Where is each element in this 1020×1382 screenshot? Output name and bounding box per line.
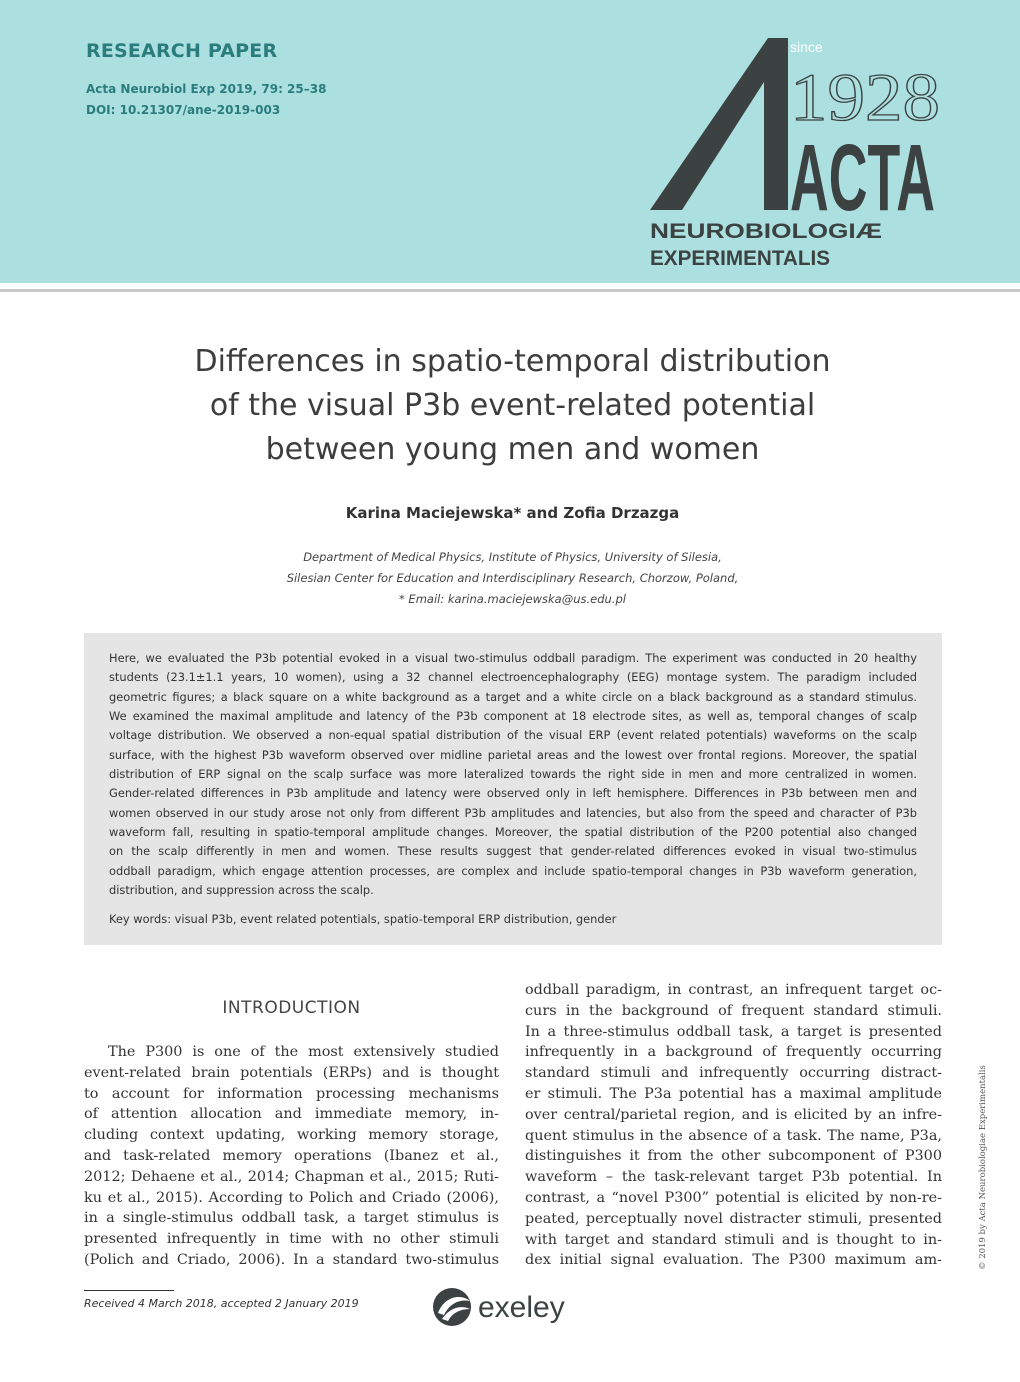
body-line: curs in the background of frequent standard stimuli. [525, 1002, 942, 1019]
footnote-divider [84, 1290, 174, 1291]
logo-year: 1928 [790, 59, 940, 135]
affiliation-line: Silesian Center for Education and Interdisciplinary Research, Chorzow, Poland, [286, 571, 739, 585]
body-line: distinguishes it from the other subcomponent of P300 [525, 1148, 942, 1165]
body-line: cluding context updating, working memory storage, [84, 1127, 499, 1144]
body-line: dex initial signal evaluation. The P300 maximum am- [525, 1252, 942, 1269]
body-line: and task-related memory operations (Ibanez et al., [84, 1147, 499, 1164]
abstract-line: voltage distribution. We observed a non-equal spatial distribution of the visual ERP (event related potentials) waveforms on the scalp [109, 728, 917, 743]
body-line: presented infrequently in time with no other stimuli [84, 1231, 499, 1248]
doi[interactable]: DOI: 10.21307/ane-2019-003 [86, 103, 281, 117]
logo-line2: EXPERIMENTALIS [650, 247, 830, 270]
title-line: between young men and women [265, 432, 760, 467]
body-line: event-related brain potentials (ERPs) and is thought [84, 1064, 499, 1081]
journal-logo [640, 30, 960, 275]
body-line: In a three-stimulus oddball task, a target is presented [525, 1023, 942, 1040]
logo-since: since [790, 39, 823, 55]
body-line: infrequently in a background of frequently occurring [525, 1044, 942, 1061]
body-line: to account for information processing mechanisms [84, 1085, 499, 1102]
received-date: Received 4 March 2018, accepted 2 January 2019 [84, 1297, 359, 1310]
title-line: Differences in spatio-temporal distribution [194, 344, 831, 379]
abstract-line: women observed in our study arose not only from different P3b amplitudes and latencies, but also from the speed and character of P3b [109, 805, 917, 820]
abstract-line: on the scalp differently in men and women. These results suggest that gender-related differences evoked in visual two-stimulus [109, 844, 917, 859]
keywords: Key words: visual P3b, event related potentials, spatio-temporal ERP distribution, gender [109, 912, 617, 926]
body-line: (Polich and Criado, 2006). In a standard two-stimulus [84, 1251, 499, 1268]
abstract-line: distribution of ERP signal on the scalp surface was more lateralized towards the right side in men and more centralized in women. [109, 767, 917, 782]
exeley-bird-icon [433, 1288, 471, 1326]
body-line: contrast, a “novel P300” potential is elicited by non-re- [525, 1189, 942, 1206]
body-line: The P300 is one of the most extensively studied [108, 1044, 499, 1060]
publisher-name: exeley [478, 1291, 565, 1324]
publisher-logo [430, 1283, 605, 1331]
affiliation-line: Department of Medical Physics, Institute of Physics, University of Silesia, [303, 550, 722, 564]
copyright-notice: © 2019 by Acta Neurobiologiae Experimentalis [978, 1065, 988, 1270]
body-line: 2012; Dehaene et al., 2014; Chapman et al., 2015; Ruti- [84, 1168, 499, 1185]
article-title [130, 340, 895, 472]
body-column-right [525, 980, 942, 1271]
body-line: in a single-stimulus oddball task, a target stimulus is [84, 1210, 499, 1227]
body-line: er stimuli. The P3a potential has a maximal amplitude [525, 1085, 942, 1102]
abstract-text [109, 649, 917, 900]
abstract-line: students (23.1±1.1 years, 10 women), using a 32 channel electroencephalography (EEG) montage system. The paradigm included [109, 670, 917, 685]
abstract-line: We examined the maximal amplitude and latency of the P3b component at 18 electrode sites, as well as, temporal changes of scalp [109, 709, 917, 724]
abstract-line: distribution, and suppression across the scalp. [109, 883, 374, 898]
header-divider [0, 289, 1020, 292]
journal-reference: Acta Neurobiol Exp 2019, 79: 25–38 [86, 82, 327, 96]
body-line: peated, perceptually novel distracter stimuli, presented [525, 1210, 942, 1227]
abstract-line: waveform fall, resulting in spatio-temporal amplitude changes. Moreover, the spatial distribution of the P200 potential also changed [109, 825, 917, 840]
abstract-line: geometric figures; a black square on a white background as a target and a white circle on a black background as a standard stimulus. [109, 689, 917, 704]
body-line: standard stimuli and infrequently occurring distract- [525, 1065, 942, 1082]
affiliation-email[interactable]: * Email: karina.maciejewska@us.edu.pl [399, 592, 626, 606]
body-column-left [84, 1042, 499, 1271]
logo-a-letterform [650, 38, 788, 210]
logo-line1: NEUROBIOLOGIÆ [650, 220, 882, 243]
body-line: oddball paradigm, in contrast, an infrequent target oc- [525, 982, 942, 998]
body-line: ku et al., 2015). According to Polich and Criado (2006), [84, 1189, 499, 1206]
abstract-line: surface, with the highest P3b waveform observed over midline parietal areas and the lowest over frontal regions. Moreover, the spatial [109, 747, 917, 762]
logo-mark: ACTA [790, 125, 935, 231]
affiliation [180, 547, 845, 610]
abstract-line: Gender-related differences in P3b amplitude and latency were observed only in left hemisphere. Differences in P3b between men and [109, 786, 917, 801]
authors: Karina Maciejewska* and Zofia Drzazga [345, 504, 680, 522]
body-line: quent stimulus in the absence of a task. The name, P3a, [525, 1127, 942, 1144]
title-line: of the visual P3b event-related potential [209, 388, 816, 423]
body-line: over central/parietal region, and is elicited by an infre- [525, 1106, 942, 1123]
abstract-line: oddball paradigm, which engage attention processes, are complex and include spatio-temporal changes in P3b waveform generation, [109, 863, 917, 878]
body-line: of attention allocation and immediate memory, in- [84, 1106, 499, 1123]
section-label: RESEARCH PAPER [86, 40, 278, 62]
abstract-line: Here, we evaluated the P3b potential evoked in a visual two-stimulus oddball paradigm. The experiment was conducted in 20 healthy [109, 651, 917, 665]
body-line: with target and standard stimuli and is thought to in- [525, 1231, 942, 1248]
body-line: waveform – the task-relevant target P3b potential. In [525, 1169, 942, 1186]
section-heading-introduction: INTRODUCTION [222, 998, 361, 1018]
